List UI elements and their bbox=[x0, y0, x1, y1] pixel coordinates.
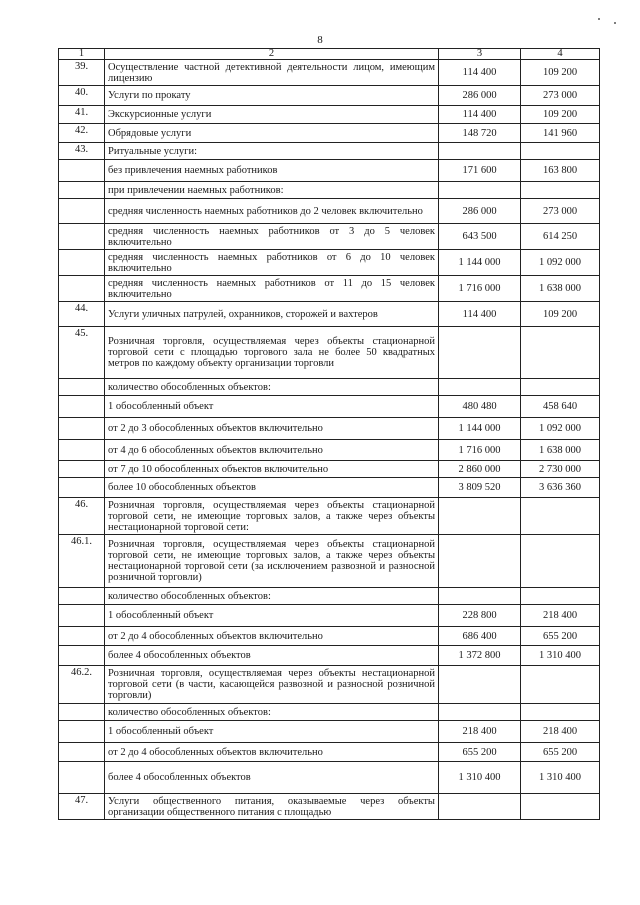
row-description: средняя численность наемных работников от 11 до 15 человек включительно bbox=[105, 276, 439, 302]
row-value-col4: 1 092 000 bbox=[521, 418, 600, 440]
row-value-col4 bbox=[521, 666, 600, 704]
row-description: Услуги по прокату bbox=[105, 86, 439, 106]
row-value-col3: 114 400 bbox=[439, 302, 521, 327]
row-value-col3 bbox=[439, 704, 521, 721]
row-value-col4 bbox=[521, 535, 600, 588]
table-row bbox=[59, 704, 600, 721]
row-description: более 10 обособленных объектов bbox=[105, 478, 439, 498]
row-value-col4: 614 250 bbox=[521, 224, 600, 250]
table-row bbox=[59, 498, 600, 535]
row-value-col3: 655 200 bbox=[439, 743, 521, 762]
row-value-col3: 114 400 bbox=[439, 60, 521, 86]
row-value-col3: 114 400 bbox=[439, 106, 521, 124]
row-description: количество обособленных объектов: bbox=[105, 588, 439, 605]
column-header-4: 4 bbox=[521, 49, 600, 60]
row-value-col4: 655 200 bbox=[521, 627, 600, 646]
table-row bbox=[59, 743, 600, 762]
row-value-col4 bbox=[521, 794, 600, 820]
row-number bbox=[59, 478, 105, 498]
scan-speck bbox=[614, 22, 616, 24]
row-value-col4: 273 000 bbox=[521, 86, 600, 106]
row-number bbox=[59, 250, 105, 276]
row-value-col4: 109 200 bbox=[521, 60, 600, 86]
row-value-col4: 2 730 000 bbox=[521, 461, 600, 478]
row-value-col3: 2 860 000 bbox=[439, 461, 521, 478]
row-description: Ритуальные услуги: bbox=[105, 143, 439, 160]
table-row bbox=[59, 535, 600, 588]
column-header-1: 1 bbox=[59, 49, 105, 60]
row-number: 39. bbox=[59, 60, 105, 86]
row-number bbox=[59, 605, 105, 627]
row-number bbox=[59, 704, 105, 721]
table-row bbox=[59, 666, 600, 704]
row-value-col3 bbox=[439, 794, 521, 820]
row-number bbox=[59, 762, 105, 794]
row-value-col4: 1 310 400 bbox=[521, 762, 600, 794]
row-number bbox=[59, 396, 105, 418]
row-number bbox=[59, 743, 105, 762]
row-description: от 2 до 4 обособленных объектов включительно bbox=[105, 627, 439, 646]
row-description: Обрядовые услуги bbox=[105, 124, 439, 143]
row-number bbox=[59, 182, 105, 199]
row-number bbox=[59, 461, 105, 478]
row-value-col3: 1 310 400 bbox=[439, 762, 521, 794]
table-row bbox=[59, 605, 600, 627]
row-value-col4: 3 636 360 bbox=[521, 478, 600, 498]
table-row bbox=[59, 588, 600, 605]
row-value-col3: 3 809 520 bbox=[439, 478, 521, 498]
row-value-col4: 1 638 000 bbox=[521, 276, 600, 302]
table-row bbox=[59, 182, 600, 199]
row-description: Розничная торговля, осуществляемая через объекты стационарной торговой сети с площадью торгового зала не более 50 квадратных метров по каждому объекту организации торговли bbox=[105, 327, 439, 379]
row-value-col4 bbox=[521, 182, 600, 199]
row-value-col3: 286 000 bbox=[439, 199, 521, 224]
table-row bbox=[59, 327, 600, 379]
table-row bbox=[59, 396, 600, 418]
table-row bbox=[59, 794, 600, 820]
table-row bbox=[59, 646, 600, 666]
table-row bbox=[59, 721, 600, 743]
row-value-col4: 141 960 bbox=[521, 124, 600, 143]
table-row bbox=[59, 478, 600, 498]
row-description: при привлечении наемных работников: bbox=[105, 182, 439, 199]
row-value-col3: 1 716 000 bbox=[439, 440, 521, 461]
row-number bbox=[59, 440, 105, 461]
row-value-col3 bbox=[439, 143, 521, 160]
row-value-col4: 1 310 400 bbox=[521, 646, 600, 666]
scan-speck bbox=[598, 18, 600, 20]
row-number: 47. bbox=[59, 794, 105, 820]
table-row bbox=[59, 224, 600, 250]
row-number bbox=[59, 276, 105, 302]
row-description: средняя численность наемных работников от 6 до 10 человек включительно bbox=[105, 250, 439, 276]
row-number bbox=[59, 418, 105, 440]
row-value-col3: 171 600 bbox=[439, 160, 521, 182]
row-value-col4 bbox=[521, 498, 600, 535]
table-row bbox=[59, 250, 600, 276]
row-description: от 7 до 10 обособленных объектов включительно bbox=[105, 461, 439, 478]
row-value-col4: 1 638 000 bbox=[521, 440, 600, 461]
row-description: от 2 до 4 обособленных объектов включительно bbox=[105, 743, 439, 762]
table-row bbox=[59, 106, 600, 124]
row-description: более 4 обособленных объектов bbox=[105, 762, 439, 794]
row-value-col4: 218 400 bbox=[521, 605, 600, 627]
row-number bbox=[59, 588, 105, 605]
row-value-col3 bbox=[439, 666, 521, 704]
column-header-3: 3 bbox=[439, 49, 521, 60]
table-row bbox=[59, 627, 600, 646]
row-value-col3: 148 720 bbox=[439, 124, 521, 143]
row-description: более 4 обособленных объектов bbox=[105, 646, 439, 666]
row-value-col4 bbox=[521, 704, 600, 721]
row-description: без привлечения наемных работников bbox=[105, 160, 439, 182]
row-number: 45. bbox=[59, 327, 105, 379]
row-value-col4: 109 200 bbox=[521, 302, 600, 327]
table-row bbox=[59, 440, 600, 461]
table-row bbox=[59, 461, 600, 478]
row-description: Экскурсионные услуги bbox=[105, 106, 439, 124]
row-value-col4: 1 092 000 bbox=[521, 250, 600, 276]
row-number: 46.1. bbox=[59, 535, 105, 588]
row-description: 1 обособленный объект bbox=[105, 721, 439, 743]
row-value-col3: 286 000 bbox=[439, 86, 521, 106]
row-number bbox=[59, 646, 105, 666]
table-row bbox=[59, 762, 600, 794]
row-value-col4: 273 000 bbox=[521, 199, 600, 224]
row-description: Розничная торговля, осуществляемая через объекты стационарной торговой сети, не имеющие торговых залов, а также через объекты нестационарной торговой сети (за исключением развозной и разносной розничной торговли) bbox=[105, 535, 439, 588]
row-description: 1 обособленный объект bbox=[105, 605, 439, 627]
row-value-col4 bbox=[521, 143, 600, 160]
row-value-col4 bbox=[521, 379, 600, 396]
row-value-col4: 218 400 bbox=[521, 721, 600, 743]
row-value-col3: 480 480 bbox=[439, 396, 521, 418]
row-value-col3 bbox=[439, 498, 521, 535]
row-value-col3: 228 800 bbox=[439, 605, 521, 627]
row-value-col3: 686 400 bbox=[439, 627, 521, 646]
table-row bbox=[59, 86, 600, 106]
row-value-col4 bbox=[521, 588, 600, 605]
row-value-col3 bbox=[439, 327, 521, 379]
tariff-table bbox=[58, 48, 600, 820]
row-value-col4: 163 800 bbox=[521, 160, 600, 182]
row-number bbox=[59, 721, 105, 743]
column-header-row bbox=[59, 49, 600, 60]
row-number: 46. bbox=[59, 498, 105, 535]
row-description: Розничная торговля, осуществляемая через объекты нестационарной торговой сети (в части, касающейся развозной и разносной розничной торговли) bbox=[105, 666, 439, 704]
table-row bbox=[59, 379, 600, 396]
row-value-col3: 643 500 bbox=[439, 224, 521, 250]
table-row bbox=[59, 418, 600, 440]
table-row bbox=[59, 199, 600, 224]
table-row bbox=[59, 276, 600, 302]
row-description: Услуги уличных патрулей, охранников, сторожей и вахтеров bbox=[105, 302, 439, 327]
table-row bbox=[59, 124, 600, 143]
row-value-col4: 655 200 bbox=[521, 743, 600, 762]
row-description: Услуги общественного питания, оказываемые через объекты организации общественного питания с площадью bbox=[105, 794, 439, 820]
row-number: 46.2. bbox=[59, 666, 105, 704]
table-row bbox=[59, 160, 600, 182]
row-description: от 4 до 6 обособленных объектов включительно bbox=[105, 440, 439, 461]
page-number: 8 bbox=[317, 34, 323, 46]
row-value-col3: 1 716 000 bbox=[439, 276, 521, 302]
row-value-col4: 458 640 bbox=[521, 396, 600, 418]
row-value-col3 bbox=[439, 182, 521, 199]
table-row bbox=[59, 143, 600, 160]
row-number bbox=[59, 379, 105, 396]
column-header-2: 2 bbox=[105, 49, 439, 60]
row-number: 44. bbox=[59, 302, 105, 327]
row-value-col3: 1 144 000 bbox=[439, 250, 521, 276]
row-description: от 2 до 3 обособленных объектов включительно bbox=[105, 418, 439, 440]
row-description: средняя численность наемных работников до 2 человек включительно bbox=[105, 199, 439, 224]
row-description: средняя численность наемных работников от 3 до 5 человек включительно bbox=[105, 224, 439, 250]
row-value-col4 bbox=[521, 327, 600, 379]
row-description: Розничная торговля, осуществляемая через объекты стационарной торговой сети, не имеющие торговых залов, а также через объекты нестационарной торговой сети: bbox=[105, 498, 439, 535]
row-description: количество обособленных объектов: bbox=[105, 704, 439, 721]
table-row bbox=[59, 302, 600, 327]
table-row bbox=[59, 60, 600, 86]
row-value-col3: 1 144 000 bbox=[439, 418, 521, 440]
row-description: количество обособленных объектов: bbox=[105, 379, 439, 396]
row-number bbox=[59, 627, 105, 646]
row-number: 42. bbox=[59, 124, 105, 143]
row-number bbox=[59, 160, 105, 182]
row-description: Осуществление частной детективной деятельности лицом, имеющим лицензию bbox=[105, 60, 439, 86]
row-value-col3 bbox=[439, 379, 521, 396]
row-number bbox=[59, 224, 105, 250]
row-value-col3: 1 372 800 bbox=[439, 646, 521, 666]
row-number: 43. bbox=[59, 143, 105, 160]
row-number: 41. bbox=[59, 106, 105, 124]
row-value-col3 bbox=[439, 535, 521, 588]
row-value-col3 bbox=[439, 588, 521, 605]
row-value-col4: 109 200 bbox=[521, 106, 600, 124]
row-number bbox=[59, 199, 105, 224]
row-description: 1 обособленный объект bbox=[105, 396, 439, 418]
row-number: 40. bbox=[59, 86, 105, 106]
row-value-col3: 218 400 bbox=[439, 721, 521, 743]
